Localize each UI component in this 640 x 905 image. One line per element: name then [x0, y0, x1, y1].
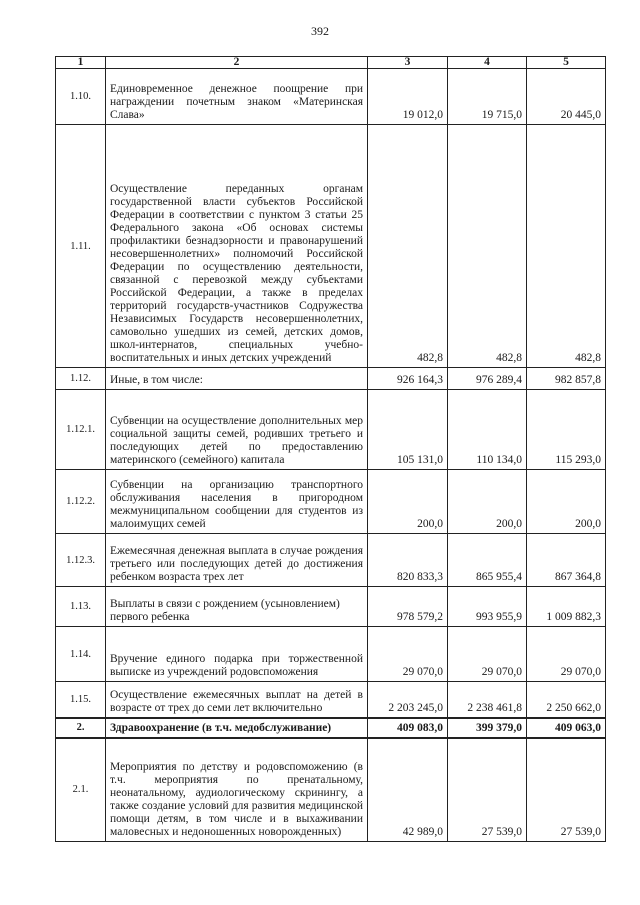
value-col-3: 820 833,3 [368, 534, 448, 587]
table-row [56, 470, 606, 534]
value-col-5: 200,0 [527, 470, 606, 534]
value-col-3: 409 083,0 [368, 718, 448, 738]
value-col-5: 867 364,8 [527, 534, 606, 587]
row-number: 1.12.3. [56, 534, 106, 587]
column-header: 4 [448, 57, 527, 69]
value-col-5: 27 539,0 [527, 738, 606, 842]
value-col-4: 200,0 [448, 470, 527, 534]
value-col-4: 976 289,4 [448, 368, 527, 390]
value-col-3: 19 012,0 [368, 69, 448, 125]
value-col-4: 110 134,0 [448, 390, 527, 470]
column-header: 2 [106, 57, 368, 69]
table-row [56, 738, 606, 842]
column-header: 5 [527, 57, 606, 69]
row-number: 1.12.2. [56, 470, 106, 534]
table-row [56, 627, 606, 682]
budget-table [55, 56, 606, 842]
row-name: Единовременное денежное поощрение при награждении почетным знаком «Материнская Слава» [106, 69, 368, 125]
value-col-3: 105 131,0 [368, 390, 448, 470]
row-name: Субвенции на осуществление дополнительных мер социальной защиты семей, родивших третьего и последующих детей по предоставлению материнского (семейного) капитала [106, 390, 368, 470]
value-col-4: 27 539,0 [448, 738, 527, 842]
value-col-5: 115 293,0 [527, 390, 606, 470]
value-col-3: 978 579,2 [368, 587, 448, 627]
value-col-4: 399 379,0 [448, 718, 527, 738]
value-col-4: 2 238 461,8 [448, 682, 527, 718]
row-name: Ежемесячная денежная выплата в случае рождения третьего или последующих детей до достижения ребенком возраста трех лет [106, 534, 368, 587]
row-number: 1.11. [56, 125, 106, 368]
row-number: 1.15. [56, 682, 106, 718]
value-col-3: 29 070,0 [368, 627, 448, 682]
value-col-4: 482,8 [448, 125, 527, 368]
table-row [56, 682, 606, 718]
row-name: Вручение единого подарка при торжественной выписке из учреждений родовспоможения [106, 627, 368, 682]
value-col-3: 200,0 [368, 470, 448, 534]
value-col-3: 42 989,0 [368, 738, 448, 842]
value-col-4: 29 070,0 [448, 627, 527, 682]
row-number: 1.12.1. [56, 390, 106, 470]
row-number: 1.13. [56, 587, 106, 627]
value-col-5: 409 063,0 [527, 718, 606, 738]
table-header-row [56, 57, 606, 69]
value-col-5: 29 070,0 [527, 627, 606, 682]
value-col-4: 993 955,9 [448, 587, 527, 627]
value-col-3: 2 203 245,0 [368, 682, 448, 718]
value-col-5: 20 445,0 [527, 69, 606, 125]
value-col-5: 2 250 662,0 [527, 682, 606, 718]
column-header: 3 [368, 57, 448, 69]
row-number: 1.10. [56, 69, 106, 125]
table-row [56, 390, 606, 470]
row-number: 1.12. [56, 368, 106, 390]
table-row [56, 718, 606, 738]
row-name: Осуществление ежемесячных выплат на детей в возрасте от трех до семи лет включительно [106, 682, 368, 718]
column-header: 1 [56, 57, 106, 69]
row-name: Мероприятия по детству и родовспоможению (в т.ч. мероприятия по пренатальному, неонатальному, аудиологическому скринингу, а также создание условий для развития медицинской помощи детям, в том числе и в выхаживании маловесных и недоношенных новорожденных) [106, 738, 368, 842]
value-col-3: 482,8 [368, 125, 448, 368]
value-col-3: 926 164,3 [368, 368, 448, 390]
row-number: 1.14. [56, 627, 106, 682]
row-name: Субвенции на организацию транспортного обслуживания населения в пригородном межмуниципальном сообщении для студентов из малоимущих семей [106, 470, 368, 534]
row-number: 2.1. [56, 738, 106, 842]
row-name: Иные, в том числе: [106, 368, 368, 390]
table-row [56, 587, 606, 627]
value-col-4: 19 715,0 [448, 69, 527, 125]
table-row [56, 69, 606, 125]
value-col-5: 982 857,8 [527, 368, 606, 390]
table-row [56, 534, 606, 587]
value-col-5: 1 009 882,3 [527, 587, 606, 627]
page-number: 392 [311, 24, 329, 38]
table-row [56, 368, 606, 390]
row-name: Выплаты в связи с рождением (усыновлением) первого ребенка [106, 587, 368, 627]
row-name: Здравоохранение (в т.ч. медобслуживание) [106, 718, 368, 738]
table-row [56, 125, 606, 368]
value-col-5: 482,8 [527, 125, 606, 368]
row-number: 2. [56, 718, 106, 738]
row-name: Осуществление переданных органам государственной власти субъектов Российской Федерации в соответствии с пунктом 3 статьи 25 Федерального закона «Об основах системы профилактики безнадзорности и правонарушений несовершеннолетних» полномочий Российской Федерации по осуществлению деятельности, связанной с перевозкой между субъектами Российской Федерации, а также в пределах территорий государств-участников Содружества Независимых Государств несовершеннолетних, самовольно ушедших из семей, детских домов, школ-интернатов, специальных учебно-воспитательных и иных детских учреждений [106, 125, 368, 368]
value-col-4: 865 955,4 [448, 534, 527, 587]
